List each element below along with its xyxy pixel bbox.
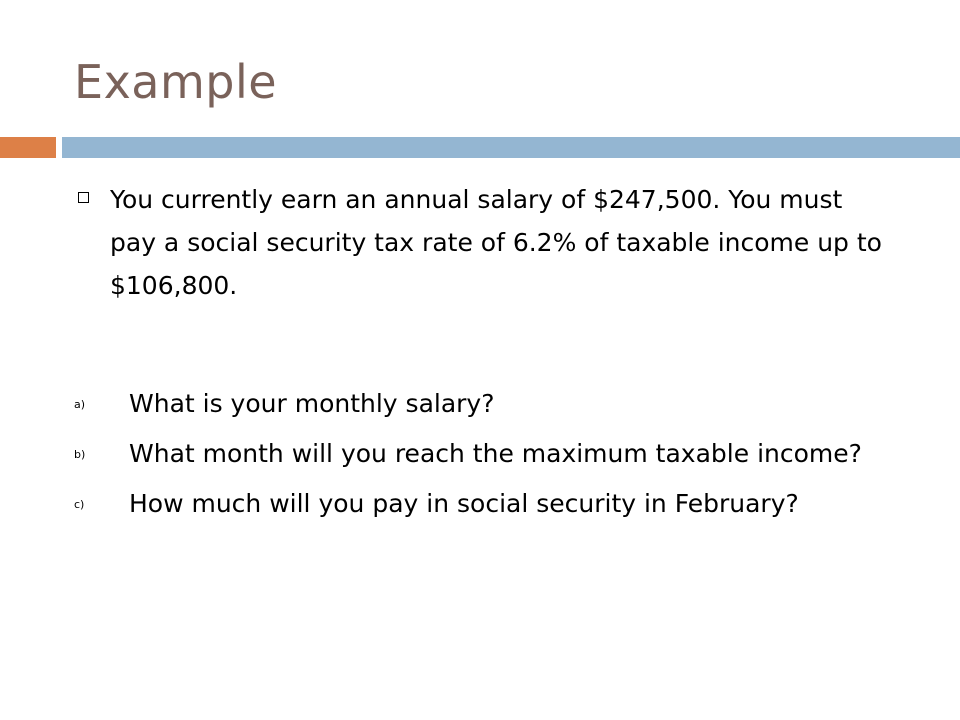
question-text: What is your monthly salary?: [129, 389, 495, 418]
question-item-b: [74, 432, 894, 475]
bullet-item: [74, 178, 894, 307]
bullet-text: You currently earn an annual salary of $247,500. You must pay a social security tax rate of 6.2% of taxable income up to $106,800.: [110, 185, 882, 300]
question-text: What month will you reach the maximum taxable income?: [129, 439, 862, 468]
question-text: How much will you pay in social security in February?: [129, 489, 799, 518]
accent-bar-orange: [0, 137, 56, 158]
question-marker: b): [74, 448, 86, 461]
slide-title: Example: [74, 55, 278, 109]
square-bullet-icon: [78, 192, 89, 203]
question-list: [74, 382, 894, 532]
question-item-a: [74, 382, 894, 425]
question-marker: a): [74, 398, 86, 411]
question-item-c: [74, 482, 894, 525]
accent-bar-blue: [62, 137, 960, 158]
question-marker: c): [74, 498, 85, 511]
